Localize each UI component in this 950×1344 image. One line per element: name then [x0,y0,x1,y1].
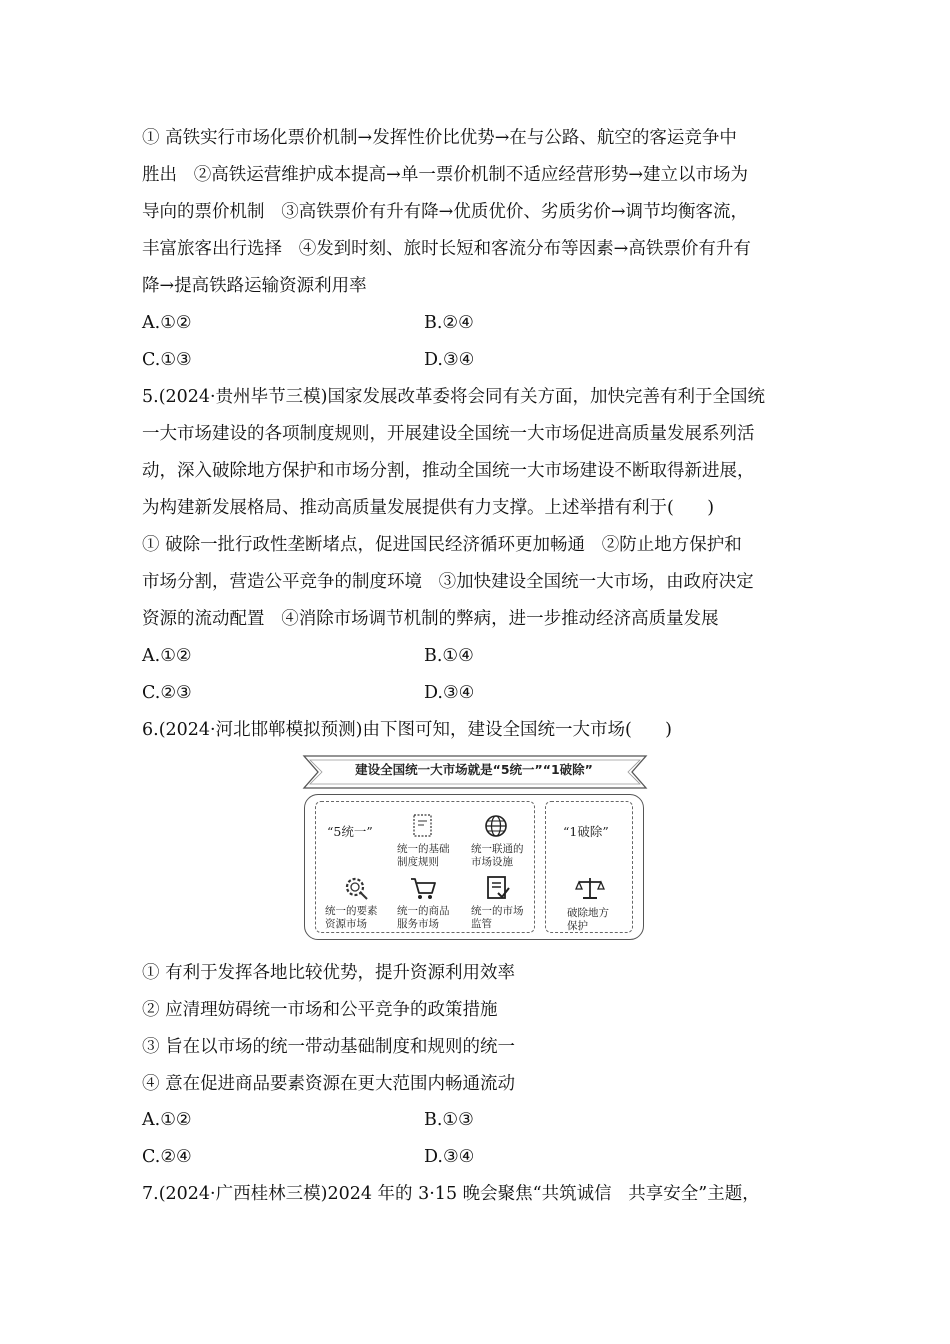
q6-statement: ② 应清理妨碍统一市场和公平竞争的政策措施 [142,1000,498,1020]
q6-statement: ③ 旨在以市场的统一带动基础制度和规则的统一 [142,1037,516,1057]
q4-option-d[interactable]: D.③④ [424,350,475,370]
item-label: 统一联通的 市场设施 [471,843,524,868]
q6-option-b[interactable]: B.①③ [424,1110,474,1130]
figure-banner-title: 建设全国统一大市场就是“5统一”“1破除” [355,762,593,777]
one-remove-title: “1破除” [563,824,609,839]
globe-icon [483,813,509,839]
gear-search-icon [343,875,369,901]
q5-stem-line: 为构建新发展格局、推动高质量发展提供有力支撑。上述举措有利于( ) [142,498,715,518]
item-label: 破除地方 保护 [567,907,609,932]
q5-stem-line: 5.(2024·贵州毕节三模)国家发展改革委将会同有关方面，加快完善有利于全国统 [142,387,765,407]
q7-stem-line: 7.(2024·广西桂林三模)2024 年的 3·15 晚会聚焦“共筑诚信 共享安全”主题， [142,1184,760,1204]
q4-statement-line: 胜出 ②高铁运营维护成本提高→单一票价机制不适应经营形势→建立以市场为 [142,165,749,185]
q4-option-c[interactable]: C.①③ [142,350,192,370]
q4-statement-line: 导向的票价机制 ③高铁票价有升有降→优质优价、劣质劣价→调节均衡客流， [142,202,749,222]
scale-icon [575,875,605,901]
item-label: 统一的要素 资源市场 [325,905,378,930]
checklist-icon [485,875,511,901]
q5-stem-line: 动，深入破除地方保护和市场分割，推动全国统一大市场建设不断取得新进展， [142,461,755,481]
q4-option-b[interactable]: B.②④ [424,313,474,333]
item-label: 统一的基础 制度规则 [397,843,450,868]
cart-icon [409,875,437,901]
q6-option-a[interactable]: A.①② [142,1110,192,1130]
item-label: 统一的市场 监管 [471,905,524,930]
q4-statement-line: 降→提高铁路运输资源利用率 [142,276,367,296]
q6-statement: ① 有利于发挥各地比较优势，提升资源利用效率 [142,963,516,983]
document-icon [411,813,435,839]
q6-stem: 6.(2024·河北邯郸模拟预测)由下图可知，建设全国统一大市场( ) [142,720,672,740]
q5-statement-line: 资源的流动配置 ④消除市场调节机制的弊病，进一步推动经济高质量发展 [142,609,719,629]
q5-statement-line: ① 破除一批行政性垄断堵点，促进国民经济循环更加畅通 ②防止地方保护和 [142,535,742,555]
q5-statement-line: 市场分割，营造公平竞争的制度环境 ③加快建设全国统一大市场，由政府决定 [142,572,754,592]
q6-option-c[interactable]: C.②④ [142,1147,192,1167]
five-unify-title: “5统一” [327,824,373,839]
item-label: 统一的商品 服务市场 [397,905,450,930]
figure-panel [304,794,644,940]
q5-option-d[interactable]: D.③④ [424,683,475,703]
q6-figure [302,752,648,944]
q6-statement: ④ 意在促进商品要素资源在更大范围内畅通流动 [142,1074,516,1094]
q4-option-a[interactable]: A.①② [142,313,192,333]
q5-option-b[interactable]: B.①④ [424,646,474,666]
q5-option-a[interactable]: A.①② [142,646,192,666]
q5-option-c[interactable]: C.②③ [142,683,192,703]
q4-statement-line: 丰富旅客出行选择 ④发到时刻、旅时长短和客流分布等因素→高铁票价有升有 [142,239,751,259]
q6-option-d[interactable]: D.③④ [424,1147,475,1167]
q5-stem-line: 一大市场建设的各项制度规则，开展建设全国统一大市场促进高质量发展系列活 [142,424,755,444]
q4-statement-line: ① 高铁实行市场化票价机制→发挥性价比优势→在与公路、航空的客运竞争中 [142,128,737,148]
